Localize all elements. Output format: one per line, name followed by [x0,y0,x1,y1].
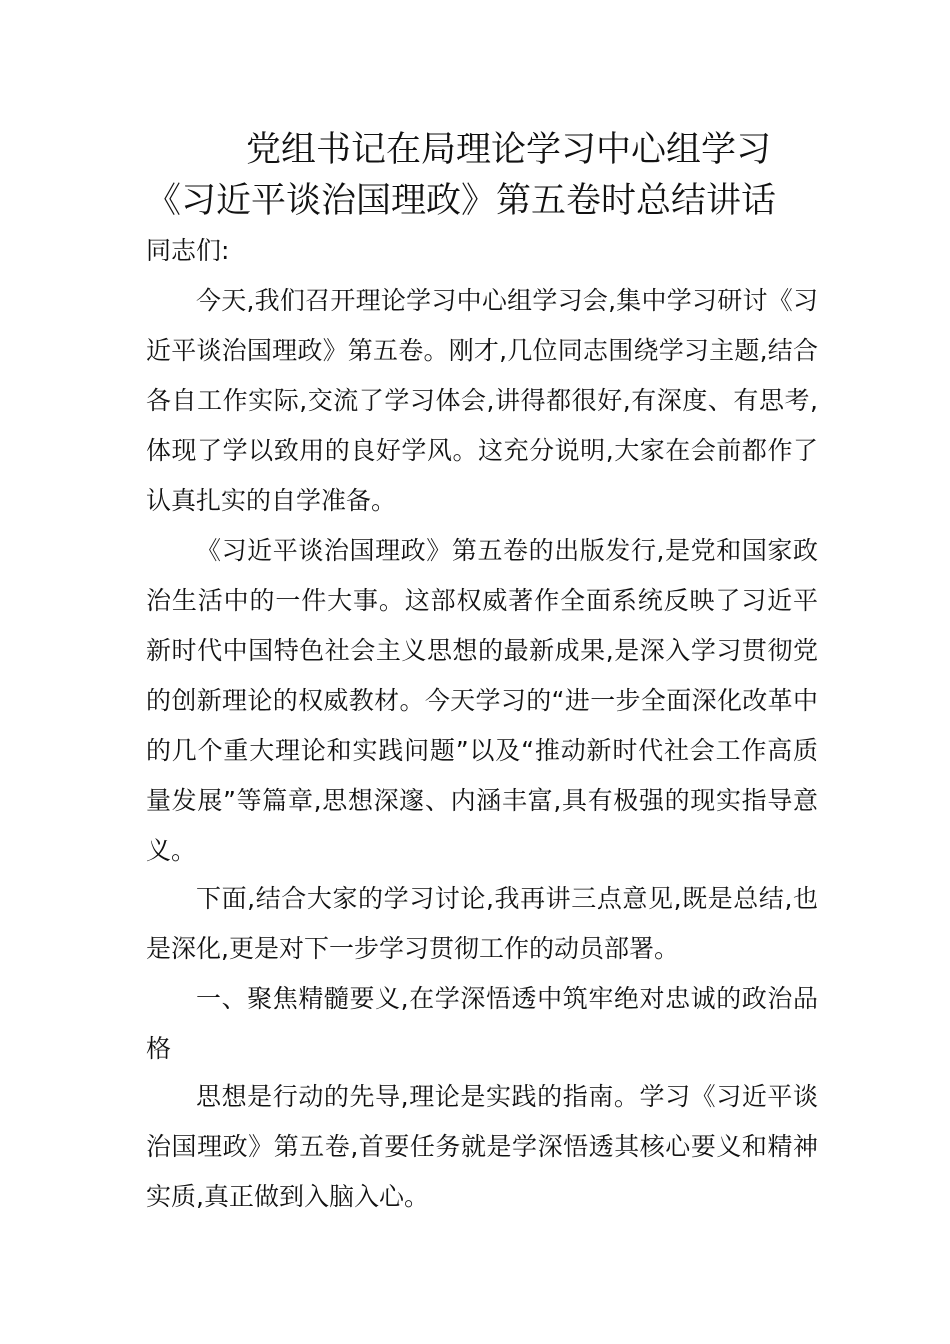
paragraph-opening: 今天,我们召开理论学习中心组学习会,集中学习研讨《习近平谈治国理政》第五卷。刚才,几位同志围绕学习主题,结合各自工作实际,交流了学习体会,讲得都很好,有深度、有思考,体现了学以致用的良好学风。这充分说明,大家在会前都作了认真扎实的自学准备。 [146,286,818,515]
document-title-line-2: 《习近平谈治国理政》第五卷时总结讲话 [146,181,777,221]
salutation: 同志们: [146,236,230,265]
paragraph-significance: 《习近平谈治国理政》第五卷的出版发行,是党和国家政治生活中的一件大事。这部权威著作全面系统反映了习近平新时代中国特色社会主义思想的最新成果,是深入学习贯彻党的创新理论的权威教材。今天学习的“进一步全面深化改革中的几个重大理论和实践问题”以及“推动新时代社会工作高质量发展”等篇章,思想深邃、内涵丰富,具有极强的现实指导意义。 [146,536,818,865]
section-heading-1: 一、聚焦精髓要义,在学深悟透中筑牢绝对忠诚的政治品格 [146,984,818,1063]
paragraph-transition: 下面,结合大家的学习讨论,我再讲三点意见,既是总结,也是深化,更是对下一步学习贯彻工作的动员部署。 [146,884,818,963]
paragraph-section-1-intro: 思想是行动的先导,理论是实践的指南。学习《习近平谈治国理政》第五卷,首要任务就是学深悟透其核心要义和精神实质,真正做到入脑入心。 [146,1082,818,1211]
document-title-line-1: 党组书记在局理论学习中心组学习 [246,130,772,170]
